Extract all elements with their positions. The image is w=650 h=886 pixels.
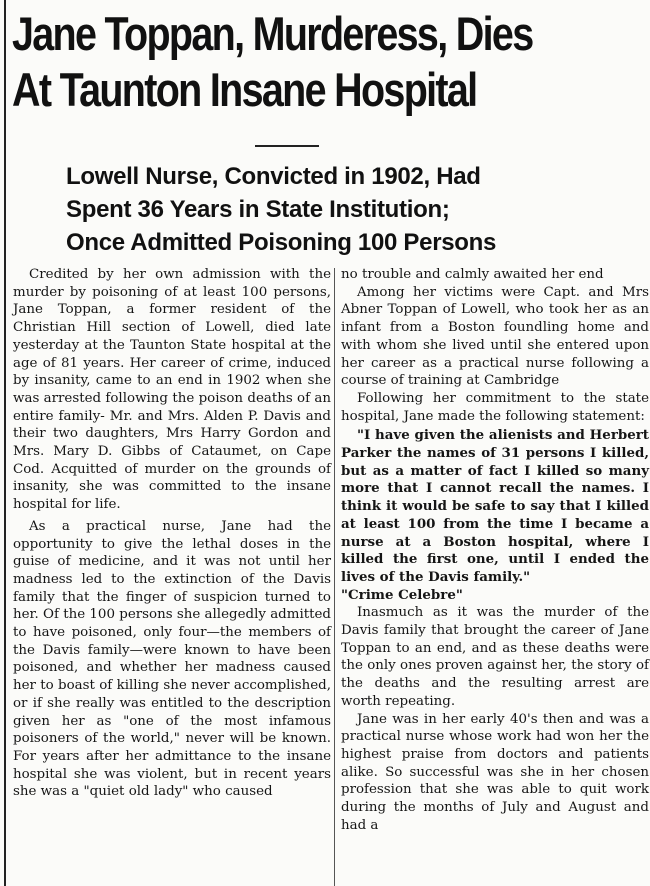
right-paragraph-3: Inasmuch as it was the murder of the Davis family that brought the career of Jane Toppan to an end, and as these deaths were the only ones proven against her, the story of the deaths and the resulting arrest are worth repeating. bbox=[341, 605, 649, 709]
right-paragraph-4: Jane was in her early 40's then and was a practical nurse whose work had won her the highest praise from doctors and patients alike. So successful was she in her chosen profession that she was able to quit work during the months of July and August and had a bbox=[341, 711, 649, 833]
right-continuation: no trouble and calmly awaited her end bbox=[341, 267, 604, 282]
subheadline-line-3: Once Admitted Poisoning 100 Persons bbox=[66, 229, 497, 256]
subheadline-line-2: Spent 36 Years in State Institution; bbox=[66, 196, 450, 223]
left-column bbox=[13, 266, 331, 801]
subheadline bbox=[66, 160, 626, 259]
left-paragraph-1: Credited by her own admission with the murder by poisoning of at least 100 persons, Jane Toppan, a former resident of the Christian Hill section of Lowell, died late yesterday at the Taunton State hospital at the age of 81 years. Her career of crime, induced by insanity, came to an end in 1902 when she was arrested following the poison deaths of an entire family- Mr. and Mrs. Alden P. Davis and their two daughters, Mrs Harry Gordon and Mrs. Mary D. Gibbs of Cataumet, on Cape Cod. Acquitted of murder on the grounds of insanity, she was committed to the insane hospital for life. bbox=[13, 267, 331, 513]
right-paragraph-1: Among her victims were Capt. and Mrs Abner Toppan of Lowell, who took her as an infant from a Boston foundling home and with whom she lived until she entered upon her career as a practical nurse following a course of training at Cambridge bbox=[341, 284, 649, 389]
right-column bbox=[341, 266, 649, 835]
left-border-rule bbox=[4, 0, 6, 886]
headline-divider bbox=[255, 145, 319, 147]
headline bbox=[12, 6, 541, 118]
left-paragraph-2: As a practical nurse, Jane had the opportunity to give the lethal doses in the guise of medicine, and it was not until her madness led to the extinction of the Davis family that the finger of suspicion turned to her. Of the 100 persons she allegedly admitted to have poisoned, only four—the members of the Davis family—were known to have been poisoned, and whether her madness caused her to boast of killing she never accomplished, or if she really was entitled to the description given her as "one of the most infamous poisoners of the world," never will be known. For years after her admittance to the insane hospital she was violent, but in recent years she was a "quiet old lady" who caused bbox=[13, 518, 331, 800]
section-subtitle: "Crime Celebre" bbox=[341, 586, 463, 603]
headline-line-2: At Taunton Insane Hospital bbox=[12, 63, 477, 116]
quoted-statement: "I have given the alienists and Herbert Parker the names of 31 persons I killed, but as a matter of fact I killed so many more that I cannot recall the names. I think it would be safe to say that I killed at least 100 from the time I became a nurse at a Boston hospital, where I killed the first one, until I ended the lives of the Davis family." bbox=[341, 427, 649, 585]
headline-line-1: Jane Toppan, Murderess, Dies bbox=[12, 7, 533, 60]
column-divider bbox=[334, 268, 335, 886]
right-paragraph-2: Following her commitment to the state hospital, Jane made the following statement: bbox=[341, 390, 649, 424]
subheadline-line-1: Lowell Nurse, Convicted in 1902, Had bbox=[66, 163, 481, 190]
